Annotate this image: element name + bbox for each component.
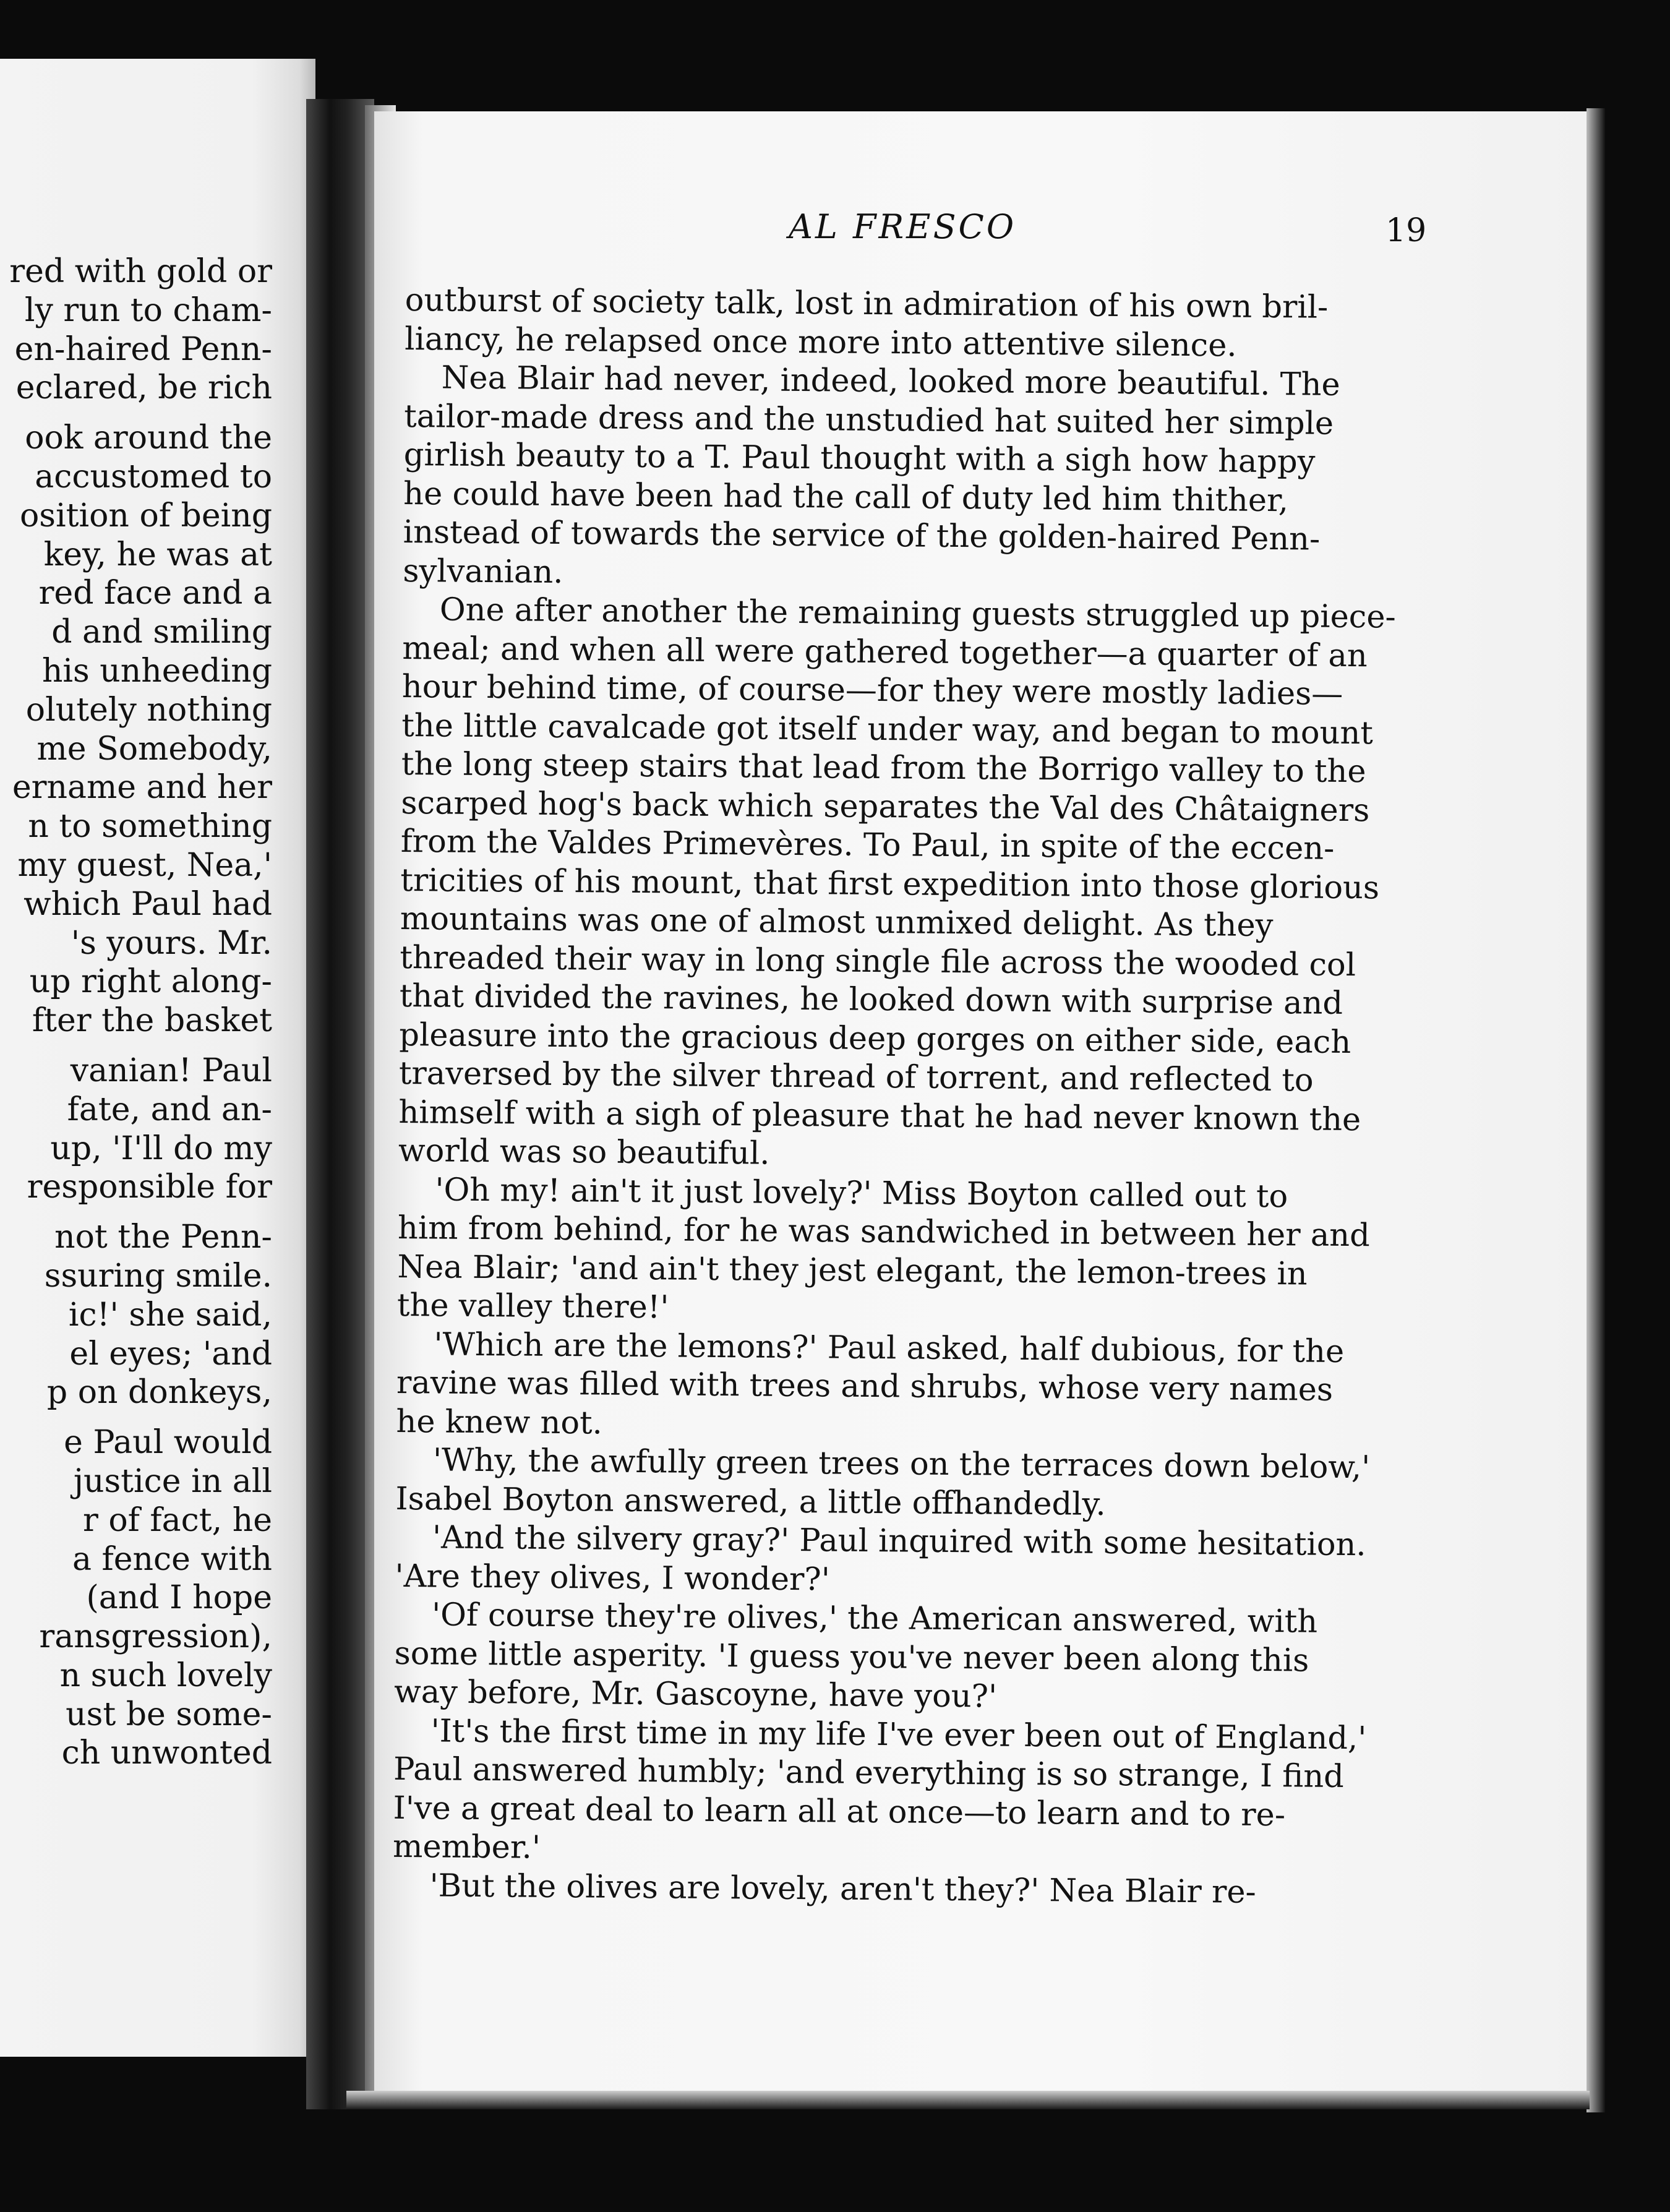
text-line: One after another the remaining guests struggled up piece- bbox=[439, 591, 1397, 636]
text-line: tricities of his mount, that first expedition into those glorious bbox=[400, 862, 1380, 906]
left-line: vanian! Paul bbox=[70, 1052, 272, 1089]
left-line: d and smiling bbox=[51, 614, 272, 651]
left-line: ly run to cham- bbox=[24, 291, 272, 329]
text-line: meal; and when all were gathered together—a quarter of an bbox=[402, 630, 1368, 674]
text-line: Nea Blair; 'and ain't they jest elegant, the lemon-trees in bbox=[397, 1248, 1308, 1293]
text-line: him from behind, for he was sandwiched in between her and bbox=[397, 1209, 1370, 1254]
left-line: responsible for bbox=[27, 1168, 272, 1206]
left-line: fate, and an- bbox=[67, 1091, 272, 1128]
right-page bbox=[374, 111, 1590, 2103]
text-line: 'It's the first time in my life I've ever been out of England,' bbox=[430, 1712, 1367, 1757]
text-line: the valley there!' bbox=[396, 1287, 669, 1326]
text-line: from the Valdes Primevères. To Paul, in spite of the eccen- bbox=[400, 823, 1335, 867]
text-line: the long steep stairs that lead from the Borrigo valley to the bbox=[401, 745, 1366, 791]
text-line: Paul answered humbly; 'and everything is so strange, I find bbox=[393, 1751, 1345, 1795]
left-line: r of fact, he bbox=[82, 1501, 272, 1539]
text-line: himself with a sigh of pleasure that he had never known the bbox=[398, 1094, 1361, 1138]
left-line: e Paul would bbox=[64, 1424, 272, 1462]
text-line: 'Why, the awfully green trees on the terraces down below,' bbox=[432, 1442, 1371, 1486]
book-gutter-shadow bbox=[306, 99, 374, 2109]
left-line: ic!' she said, bbox=[68, 1296, 272, 1334]
left-line: p on donkeys, bbox=[46, 1374, 272, 1412]
text-line: 'Of course they're olives,' the American answered, with bbox=[431, 1597, 1318, 1640]
left-line: ername and her bbox=[12, 769, 272, 807]
left-line: justice in all bbox=[73, 1462, 272, 1500]
text-line: 'Which are the lemons?' Paul asked, half dubious, for the bbox=[434, 1326, 1345, 1370]
page-header bbox=[374, 207, 1590, 257]
text-line: Nea Blair had never, indeed, looked more beautiful. The bbox=[441, 359, 1340, 403]
left-line: not the Penn- bbox=[54, 1219, 272, 1256]
left-line: el eyes; 'and bbox=[69, 1335, 272, 1373]
left-line: up, 'I'll do my bbox=[50, 1130, 272, 1167]
left-line: ransgression), bbox=[39, 1618, 272, 1656]
left-line: olutely nothing bbox=[25, 691, 272, 729]
text-line: pleasure into the gracious deep gorges on either side, each bbox=[399, 1016, 1351, 1061]
text-line: 'And the silvery gray?' Paul inquired with some hesitation. bbox=[432, 1519, 1366, 1564]
text-line: outburst of society talk, lost in admiration of his own bril- bbox=[405, 281, 1329, 326]
page-right-edge bbox=[1586, 108, 1605, 2112]
text-line: sylvanian. bbox=[403, 552, 563, 591]
text-line: way before, Mr. Gascoyne, have you?' bbox=[393, 1673, 998, 1715]
text-line: Isabel Boyton answered, a little offhandedly. bbox=[395, 1480, 1106, 1523]
text-line: the little cavalcade got itself under way, and began to mount bbox=[401, 707, 1374, 752]
left-line: fter the basket bbox=[32, 1002, 272, 1040]
left-line: red face and a bbox=[38, 575, 272, 612]
text-line: tailor-made dress and the unstudied hat suited her simple bbox=[404, 398, 1334, 442]
text-line: ravine was filled with trees and shrubs, whose very names bbox=[396, 1364, 1334, 1408]
left-line: osition of being bbox=[19, 497, 272, 534]
left-line: his unheeding bbox=[41, 652, 272, 690]
left-line: accustomed to bbox=[35, 458, 272, 495]
running-title: AL FRESCO bbox=[789, 207, 1017, 246]
text-line: traversed by the silver thread of torrent, and reflected to bbox=[398, 1055, 1314, 1099]
text-line: that divided the ravines, he looked down with surprise and bbox=[399, 977, 1343, 1022]
left-page-text bbox=[9, 252, 272, 1773]
text-line: he knew not. bbox=[396, 1403, 603, 1442]
left-line: ook around the bbox=[25, 419, 272, 457]
left-line: ch unwonted bbox=[61, 1734, 272, 1772]
left-line: ust be some- bbox=[66, 1695, 272, 1733]
left-line: ssuring smile. bbox=[44, 1257, 272, 1295]
left-line: red with gold or bbox=[9, 253, 272, 290]
text-line: threaded their way in long single file across the wooded col bbox=[400, 939, 1356, 984]
left-line: n to something bbox=[28, 808, 272, 846]
text-line: 'But the olives are lovely, aren't they?' Nea Blair re- bbox=[429, 1867, 1257, 1911]
text-line: liancy, he relapsed once more into attentive silence. bbox=[405, 320, 1237, 364]
text-line: world was so beautiful. bbox=[398, 1132, 770, 1172]
text-line: mountains was one of almost unmixed delight. As they bbox=[400, 900, 1274, 945]
left-page bbox=[0, 59, 315, 2057]
left-line: eclared, be rich bbox=[15, 369, 272, 407]
text-line: I've a great deal to learn all at once—to learn and to re- bbox=[393, 1790, 1286, 1833]
text-line: 'Are they olives, I wonder?' bbox=[395, 1558, 830, 1598]
text-line: member.' bbox=[392, 1828, 541, 1866]
text-line: scarped hog's back which separates the Val des Châtaigners bbox=[401, 784, 1370, 829]
left-line: key, he was at bbox=[43, 536, 272, 573]
text-line: he could have been had the call of duty led him thither, bbox=[403, 475, 1289, 519]
text-line: instead of towards the service of the golden-haired Penn- bbox=[403, 513, 1321, 558]
text-line: girlish beauty to a T. Paul thought with a sigh how happy bbox=[403, 436, 1316, 481]
left-line: (and I hope bbox=[86, 1579, 272, 1617]
text-line: 'Oh my! ain't it just lovely?' Miss Boyton called out to bbox=[435, 1171, 1288, 1215]
left-line: n such lovely bbox=[59, 1657, 272, 1694]
page-bottom-edge bbox=[346, 2091, 1590, 2109]
left-line: me Somebody, bbox=[36, 730, 272, 768]
page-body-text bbox=[392, 281, 1435, 1913]
left-line: en-haired Penn- bbox=[14, 330, 272, 368]
text-line: hour behind time, of course—for they were mostly ladies— bbox=[401, 668, 1343, 713]
left-line: my guest, Nea,' bbox=[17, 846, 272, 884]
page-number: 19 bbox=[1385, 212, 1427, 249]
left-line: a fence with bbox=[72, 1540, 272, 1578]
left-line: up right along- bbox=[29, 963, 272, 1001]
left-line: 's yours. Mr. bbox=[71, 924, 272, 962]
text-line: some little asperity. 'I guess you've never been along this bbox=[394, 1635, 1309, 1679]
left-line: which Paul had bbox=[24, 885, 272, 923]
